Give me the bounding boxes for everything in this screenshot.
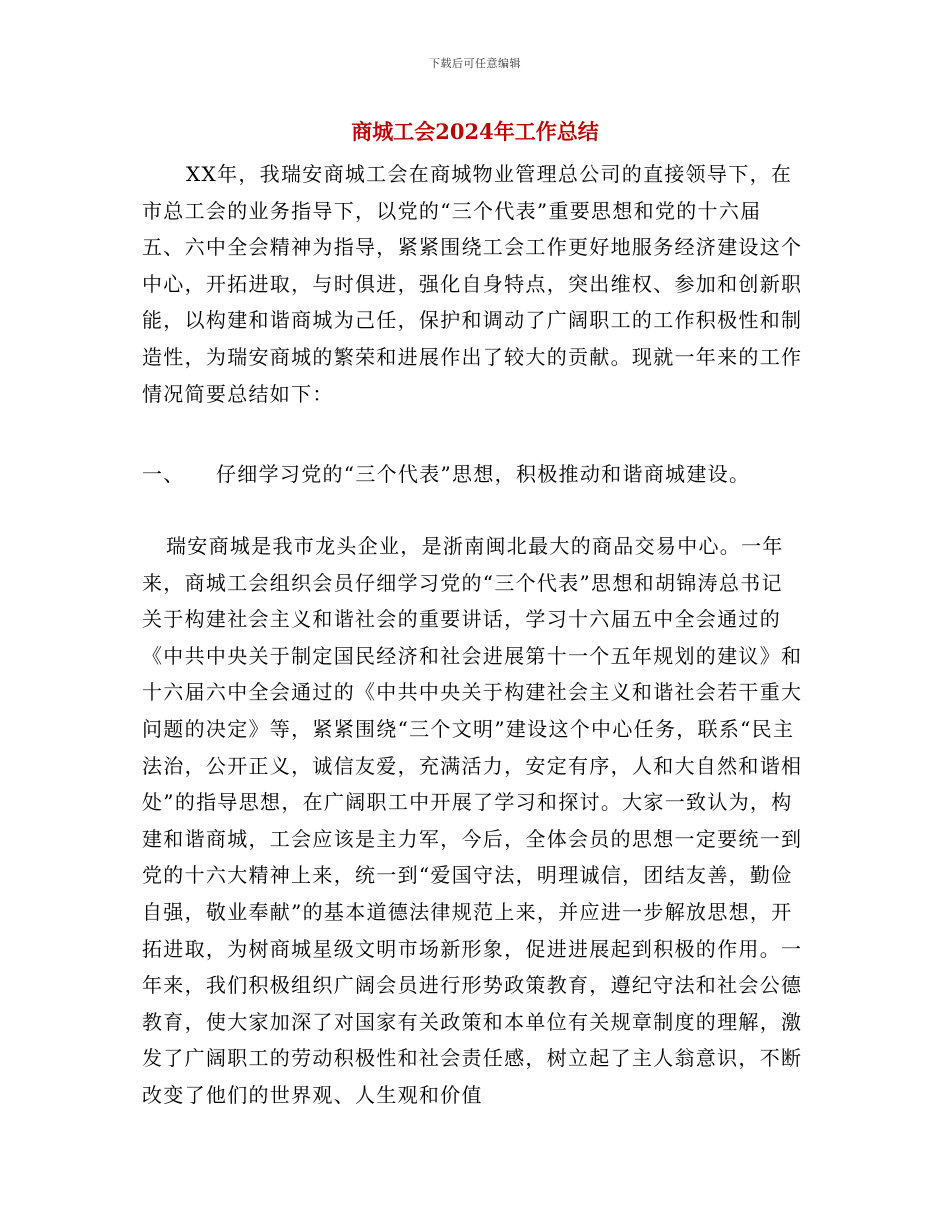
header-note: 下载后可任意编辑 bbox=[429, 57, 521, 70]
intro-paragraph: XX年，我瑞安商城工会在商城物业管理总公司的直接领导下，在市总工会的业务指导下，以党的“三个代表”重要思想和党的十六届五、六中全会精神为指导，紧紧围绕工会工作更好地服务经济建设这个中心，开拓进取，与时俱进，强化自身特点，突出维权、参加和创新职能，以构建和谐商城为己任，保护和调动了广阔职工的工作积极性和制造性，为瑞安商城的繁荣和进展作出了较大的贡献。现就一年来的工作情况简要总结如下： bbox=[142, 162, 803, 406]
section-heading-text: 仔细学习党的“三个代表”思想，积极推动和谐商城建设。 bbox=[216, 462, 751, 486]
section-number: 一、 bbox=[142, 462, 185, 486]
section-paragraph: 瑞安商城是我市龙头企业，是浙南闽北最大的商品交易中心。一年来，商城工会组织会员仔细学习党的“三个代表”思想和胡锦涛总书记关于构建社会主义和谐社会的重要讲话，学习十六届五中全会通过的《中共中央关于制定国民经济和社会进展第十一个五年规划的建议》和十六届六中全会通过的《中共中央关于构建社会主义和谐社会若干重大问题的决定》等，紧紧围绕“三个文明”建设这个中心任务，联系“民主法治，公开正义，诚信友爱，充满活力，安定有序，人和大自然和谐相处”的指导思想，在广阔职工中开展了学习和探讨。大家一致认为，构建和谐商城，工会应该是主力军，今后，全体会员的思想一定要统一到党的十六大精神上来，统一到“爱国守法，明理诚信，团结友善，勤俭自强，敬业奉献”的基本道德法律规范上来，并应进一步解放思想，开拓进取，为树商城星级文明市场新形象，促进进展起到积极的作用。一年来，我们积极组织广阔会员进行形势政策教育，遵纪守法和社会公德教育，使大家加深了对国家有关政策和本单位有关规章制度的理解，激发了广阔职工的劳动积极性和社会责任感，树立起了主人翁意识，不断改变了他们的世界观、人生观和价值 bbox=[142, 534, 803, 1107]
document-title: 商城工会2024年工作总结 bbox=[351, 119, 599, 144]
section-heading bbox=[142, 456, 804, 492]
